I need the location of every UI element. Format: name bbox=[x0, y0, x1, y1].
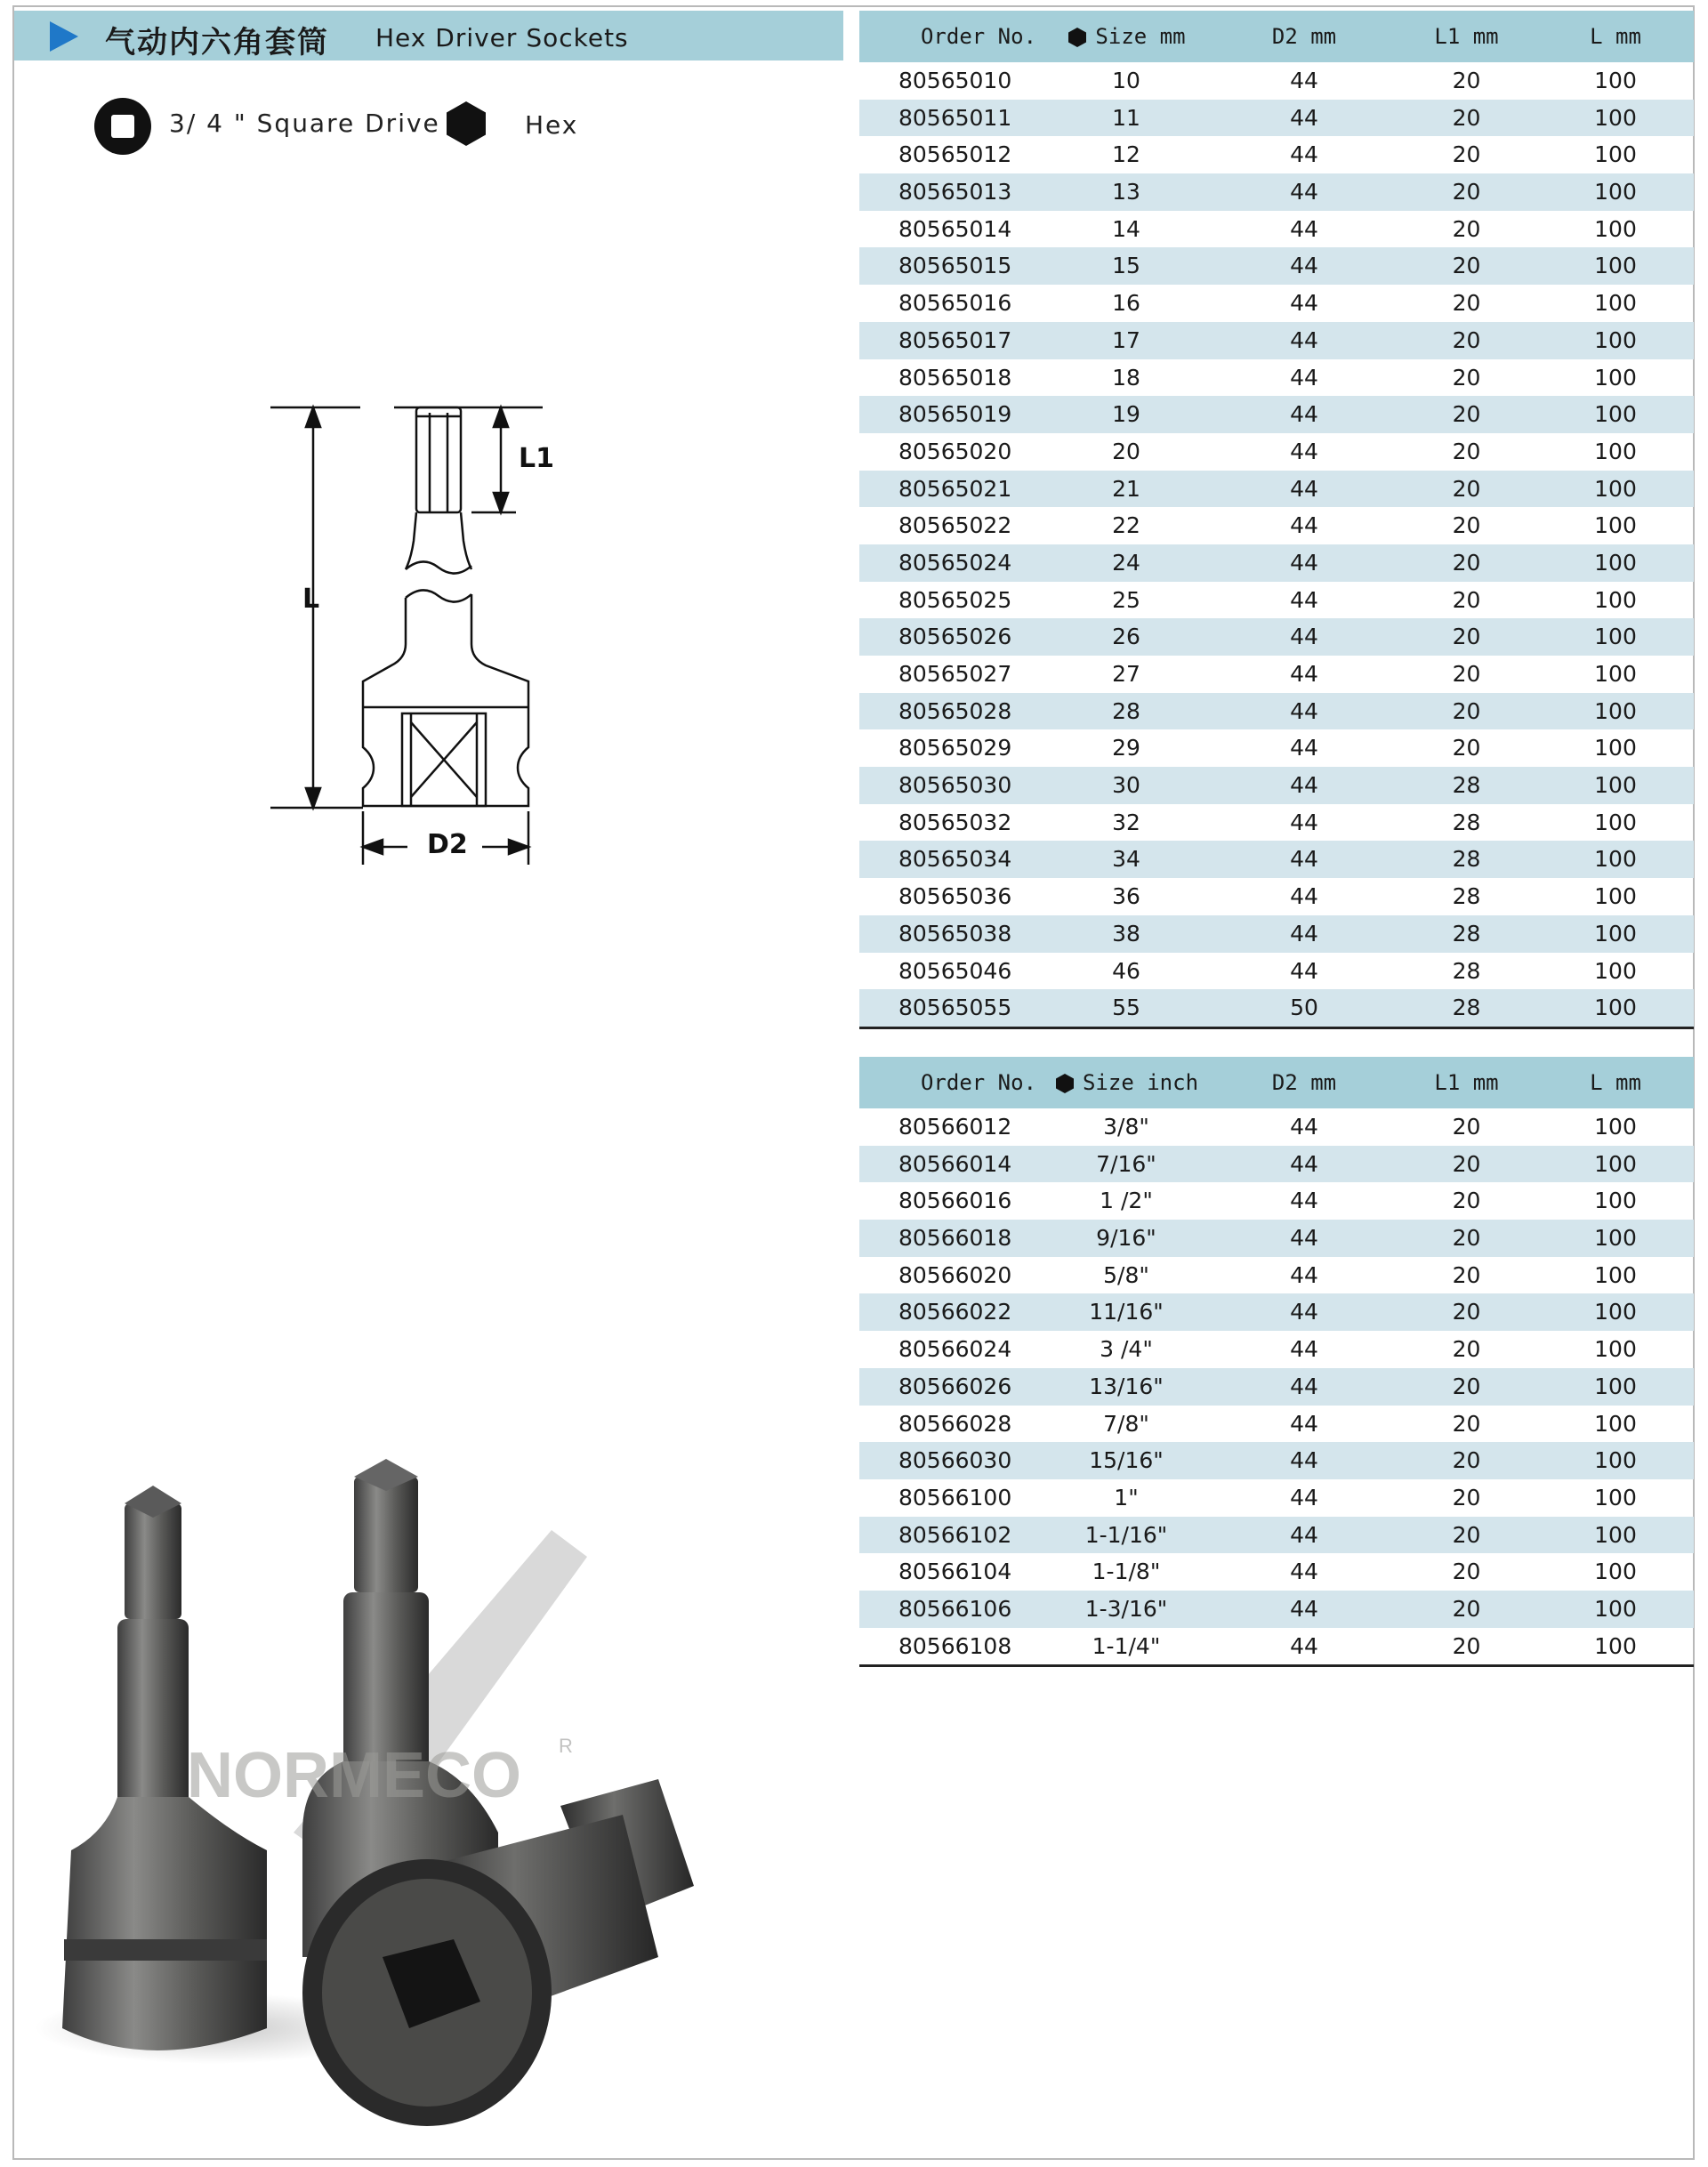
cell-l1: 20 bbox=[1452, 1114, 1481, 1140]
cell-size: 13/16" bbox=[1089, 1373, 1164, 1399]
cell-l1: 20 bbox=[1452, 697, 1481, 724]
metric-table-body bbox=[859, 62, 1694, 1027]
cell-l1: 20 bbox=[1452, 1521, 1481, 1548]
cell-l: 100 bbox=[1594, 141, 1637, 168]
hex-icon bbox=[445, 101, 487, 147]
table-bottom-rule bbox=[859, 1027, 1694, 1029]
table-row bbox=[859, 1591, 1694, 1628]
table-row bbox=[859, 173, 1694, 211]
cell-l: 100 bbox=[1594, 624, 1637, 650]
cell-order: 80565014 bbox=[898, 215, 1012, 242]
cell-l: 100 bbox=[1594, 1410, 1637, 1437]
cell-l: 100 bbox=[1594, 1632, 1637, 1659]
cell-order: 80565024 bbox=[898, 549, 1012, 576]
cell-d2: 44 bbox=[1290, 1632, 1318, 1659]
cell-d2: 44 bbox=[1290, 1114, 1318, 1140]
cell-l1: 20 bbox=[1452, 1261, 1481, 1288]
cell-order: 80566022 bbox=[898, 1299, 1012, 1325]
cell-d2: 44 bbox=[1290, 1447, 1318, 1474]
cell-order: 80566018 bbox=[898, 1225, 1012, 1252]
cell-size: 1-1/4" bbox=[1092, 1632, 1161, 1659]
cell-l: 100 bbox=[1594, 1114, 1637, 1140]
cell-order: 80565046 bbox=[898, 957, 1012, 984]
cell-order: 80565022 bbox=[898, 512, 1012, 539]
section-header bbox=[14, 11, 843, 60]
cell-d2: 50 bbox=[1290, 995, 1318, 1021]
cell-l1: 20 bbox=[1452, 661, 1481, 687]
header-d2: D2 mm bbox=[1271, 1070, 1337, 1095]
table-row bbox=[859, 433, 1694, 471]
cell-l: 100 bbox=[1594, 772, 1637, 799]
table-row bbox=[859, 1146, 1694, 1183]
table-row bbox=[859, 1406, 1694, 1443]
cell-size: 11/16" bbox=[1089, 1299, 1164, 1325]
cell-size: 28 bbox=[1112, 697, 1140, 724]
cell-d2: 44 bbox=[1290, 735, 1318, 761]
cell-order: 80565032 bbox=[898, 809, 1012, 835]
cell-order: 80565013 bbox=[898, 179, 1012, 205]
table-row bbox=[859, 396, 1694, 433]
cell-d2: 44 bbox=[1290, 624, 1318, 650]
table-row bbox=[859, 804, 1694, 842]
header-size bbox=[1037, 1057, 1215, 1108]
cell-l1: 28 bbox=[1452, 995, 1481, 1021]
cell-order: 80565012 bbox=[898, 141, 1012, 168]
table-row bbox=[859, 1182, 1694, 1220]
cell-d2: 44 bbox=[1290, 883, 1318, 910]
cell-order: 80566100 bbox=[898, 1484, 1012, 1510]
cell-l1: 20 bbox=[1452, 475, 1481, 502]
table-row bbox=[859, 953, 1694, 990]
cell-l: 100 bbox=[1594, 1521, 1637, 1548]
table-row bbox=[859, 136, 1694, 173]
cell-size: 38 bbox=[1112, 920, 1140, 947]
cell-size: 34 bbox=[1112, 846, 1140, 873]
table-row bbox=[859, 359, 1694, 397]
table-row bbox=[859, 878, 1694, 915]
cell-d2: 44 bbox=[1290, 326, 1318, 353]
cell-size: 46 bbox=[1112, 957, 1140, 984]
cell-size: 17 bbox=[1112, 326, 1140, 353]
cell-size: 1-1/16" bbox=[1084, 1521, 1168, 1548]
cell-size: 1-1/8" bbox=[1092, 1559, 1161, 1585]
cell-order: 80566104 bbox=[898, 1559, 1012, 1585]
cell-l1: 20 bbox=[1452, 326, 1481, 353]
cell-size: 15 bbox=[1112, 253, 1140, 279]
cell-order: 80566108 bbox=[898, 1632, 1012, 1659]
header-order-no: Order No. bbox=[920, 1070, 1037, 1095]
cell-order: 80565055 bbox=[898, 995, 1012, 1021]
cell-order: 80566020 bbox=[898, 1261, 1012, 1288]
hex-icon bbox=[1067, 27, 1088, 48]
inch-table-body bbox=[859, 1108, 1694, 1664]
cell-size: 29 bbox=[1112, 735, 1140, 761]
cell-size: 1-3/16" bbox=[1084, 1595, 1168, 1622]
cell-d2: 44 bbox=[1290, 957, 1318, 984]
table-row bbox=[859, 582, 1694, 619]
cell-d2: 44 bbox=[1290, 215, 1318, 242]
cell-order: 80566012 bbox=[898, 1114, 1012, 1140]
cell-d2: 44 bbox=[1290, 1225, 1318, 1252]
cell-l1: 20 bbox=[1452, 1150, 1481, 1177]
table-row bbox=[859, 507, 1694, 544]
cell-size: 3 /4" bbox=[1100, 1336, 1153, 1363]
metric-sizes-table bbox=[859, 11, 1694, 1029]
cell-order: 80565038 bbox=[898, 920, 1012, 947]
cell-size: 15/16" bbox=[1089, 1447, 1164, 1474]
table-row bbox=[859, 1517, 1694, 1554]
cell-d2: 44 bbox=[1290, 1261, 1318, 1288]
cell-l1: 20 bbox=[1452, 253, 1481, 279]
table-row bbox=[859, 285, 1694, 322]
cell-d2: 44 bbox=[1290, 1299, 1318, 1325]
cell-d2: 44 bbox=[1290, 846, 1318, 873]
square-drive-icon bbox=[94, 98, 151, 155]
cell-l1: 20 bbox=[1452, 1188, 1481, 1214]
cell-l1: 20 bbox=[1452, 1373, 1481, 1399]
cell-size: 55 bbox=[1112, 995, 1140, 1021]
metric-table-header bbox=[859, 11, 1694, 62]
cell-l: 100 bbox=[1594, 661, 1637, 687]
cell-d2: 44 bbox=[1290, 920, 1318, 947]
cell-size: 16 bbox=[1112, 290, 1140, 317]
sockets-photo-illustration bbox=[36, 1459, 783, 2135]
cell-l: 100 bbox=[1594, 995, 1637, 1021]
cell-l: 100 bbox=[1594, 401, 1637, 428]
cell-d2: 44 bbox=[1290, 1150, 1318, 1177]
cell-d2: 44 bbox=[1290, 661, 1318, 687]
cell-d2: 44 bbox=[1290, 809, 1318, 835]
cell-l1: 20 bbox=[1452, 1225, 1481, 1252]
table-row bbox=[859, 989, 1694, 1027]
cell-order: 80565026 bbox=[898, 624, 1012, 650]
cell-l1: 20 bbox=[1452, 512, 1481, 539]
cell-d2: 44 bbox=[1290, 1410, 1318, 1437]
cell-order: 80566014 bbox=[898, 1150, 1012, 1177]
cell-order: 80565017 bbox=[898, 326, 1012, 353]
table-row bbox=[859, 1442, 1694, 1479]
cell-l: 100 bbox=[1594, 1447, 1637, 1474]
cell-size: 19 bbox=[1112, 401, 1140, 428]
table-row bbox=[859, 915, 1694, 953]
cell-d2: 44 bbox=[1290, 401, 1318, 428]
table-row bbox=[859, 322, 1694, 359]
cell-size: 21 bbox=[1112, 475, 1140, 502]
cell-l: 100 bbox=[1594, 846, 1637, 873]
cell-order: 80565034 bbox=[898, 846, 1012, 873]
cell-order: 80566016 bbox=[898, 1188, 1012, 1214]
cell-d2: 44 bbox=[1290, 438, 1318, 464]
header-size bbox=[1037, 11, 1215, 62]
header-l1: L1 mm bbox=[1434, 24, 1499, 49]
cell-size: 25 bbox=[1112, 586, 1140, 613]
table-row bbox=[859, 1479, 1694, 1517]
cell-size: 20 bbox=[1112, 438, 1140, 464]
cell-order: 80565027 bbox=[898, 661, 1012, 687]
watermark-text: NORMECO bbox=[187, 1740, 521, 1811]
table-row bbox=[859, 100, 1694, 137]
cell-size: 7/16" bbox=[1096, 1150, 1156, 1177]
cell-l1: 20 bbox=[1452, 104, 1481, 131]
cell-l: 100 bbox=[1594, 290, 1637, 317]
cell-d2: 44 bbox=[1290, 290, 1318, 317]
cell-l1: 28 bbox=[1452, 846, 1481, 873]
cell-l: 100 bbox=[1594, 1336, 1637, 1363]
cell-l1: 20 bbox=[1452, 215, 1481, 242]
cell-l: 100 bbox=[1594, 809, 1637, 835]
cell-l: 100 bbox=[1594, 1299, 1637, 1325]
cell-l: 100 bbox=[1594, 253, 1637, 279]
play-arrow-icon bbox=[50, 21, 78, 52]
cell-size: 14 bbox=[1112, 215, 1140, 242]
table-row bbox=[859, 1368, 1694, 1406]
cell-l: 100 bbox=[1594, 438, 1637, 464]
cell-l1: 20 bbox=[1452, 438, 1481, 464]
cell-size: 13 bbox=[1112, 179, 1140, 205]
header-size-label: Size mm bbox=[1095, 24, 1186, 49]
table-row bbox=[859, 1108, 1694, 1146]
cell-order: 80565010 bbox=[898, 68, 1012, 93]
cell-d2: 44 bbox=[1290, 697, 1318, 724]
cell-order: 80566028 bbox=[898, 1410, 1012, 1437]
cell-d2: 44 bbox=[1290, 475, 1318, 502]
cell-l1: 20 bbox=[1452, 1299, 1481, 1325]
cell-size: 10 bbox=[1112, 68, 1140, 93]
cell-d2: 44 bbox=[1290, 104, 1318, 131]
cell-order: 80565025 bbox=[898, 586, 1012, 613]
cell-size: 12 bbox=[1112, 141, 1140, 168]
table-row bbox=[859, 841, 1694, 878]
cell-order: 80565019 bbox=[898, 401, 1012, 428]
cell-l: 100 bbox=[1594, 1373, 1637, 1399]
cell-l: 100 bbox=[1594, 1559, 1637, 1585]
cell-l1: 20 bbox=[1452, 179, 1481, 205]
table-row bbox=[859, 62, 1694, 100]
cell-l1: 20 bbox=[1452, 290, 1481, 317]
cell-d2: 44 bbox=[1290, 141, 1318, 168]
table-row bbox=[859, 693, 1694, 730]
cell-size: 1 /2" bbox=[1100, 1188, 1153, 1214]
cell-l1: 20 bbox=[1452, 1447, 1481, 1474]
inch-table-header bbox=[859, 1057, 1694, 1108]
table-row bbox=[859, 656, 1694, 693]
cell-l1: 20 bbox=[1452, 68, 1481, 93]
cell-l: 100 bbox=[1594, 68, 1637, 93]
cell-d2: 44 bbox=[1290, 549, 1318, 576]
hex-icon bbox=[1054, 1073, 1076, 1094]
cell-d2: 44 bbox=[1290, 586, 1318, 613]
cell-l: 100 bbox=[1594, 1150, 1637, 1177]
hex-label: Hex bbox=[525, 110, 579, 140]
cell-order: 80565028 bbox=[898, 697, 1012, 724]
cell-l: 100 bbox=[1594, 883, 1637, 910]
cell-order: 80565036 bbox=[898, 883, 1012, 910]
cell-l1: 20 bbox=[1452, 1336, 1481, 1363]
cell-l1: 28 bbox=[1452, 920, 1481, 947]
cell-order: 80565011 bbox=[898, 104, 1012, 131]
cell-l1: 28 bbox=[1452, 883, 1481, 910]
cell-l1: 20 bbox=[1452, 1559, 1481, 1585]
technical-drawing bbox=[249, 391, 605, 893]
header-l: L mm bbox=[1590, 24, 1641, 49]
cell-l1: 20 bbox=[1452, 401, 1481, 428]
cell-size: 26 bbox=[1112, 624, 1140, 650]
header-order-no: Order No. bbox=[920, 24, 1037, 49]
cell-size: 36 bbox=[1112, 883, 1140, 910]
cell-l: 100 bbox=[1594, 475, 1637, 502]
cell-size: 27 bbox=[1112, 661, 1140, 687]
cell-d2: 44 bbox=[1290, 1188, 1318, 1214]
cell-order: 80565016 bbox=[898, 290, 1012, 317]
cell-d2: 44 bbox=[1290, 772, 1318, 799]
table-row bbox=[859, 1331, 1694, 1368]
cell-l1: 20 bbox=[1452, 1595, 1481, 1622]
cell-d2: 44 bbox=[1290, 512, 1318, 539]
cell-l1: 28 bbox=[1452, 957, 1481, 984]
cell-size: 9/16" bbox=[1096, 1225, 1156, 1252]
cell-size: 22 bbox=[1112, 512, 1140, 539]
cell-size: 24 bbox=[1112, 549, 1140, 576]
cell-l1: 20 bbox=[1452, 1632, 1481, 1659]
cell-size: 18 bbox=[1112, 364, 1140, 391]
cell-l1: 20 bbox=[1452, 1410, 1481, 1437]
cell-l: 100 bbox=[1594, 1261, 1637, 1288]
header-l: L mm bbox=[1590, 1070, 1641, 1095]
cell-order: 80566106 bbox=[898, 1595, 1012, 1622]
table-row bbox=[859, 1628, 1694, 1665]
title-chinese: 气动内六角套筒 bbox=[105, 25, 329, 60]
table-row bbox=[859, 471, 1694, 508]
cell-d2: 44 bbox=[1290, 1521, 1318, 1548]
cell-d2: 44 bbox=[1290, 1373, 1318, 1399]
cell-l1: 20 bbox=[1452, 624, 1481, 650]
cell-d2: 44 bbox=[1290, 1484, 1318, 1510]
cell-l: 100 bbox=[1594, 735, 1637, 761]
cell-order: 80565020 bbox=[898, 438, 1012, 464]
cell-l: 100 bbox=[1594, 1484, 1637, 1510]
cell-size: 32 bbox=[1112, 809, 1140, 835]
cell-d2: 44 bbox=[1290, 1595, 1318, 1622]
cell-order: 80565018 bbox=[898, 364, 1012, 391]
cell-size: 7/8" bbox=[1103, 1410, 1149, 1437]
cell-size: 1" bbox=[1114, 1484, 1139, 1510]
cell-l: 100 bbox=[1594, 697, 1637, 724]
cell-order: 80565029 bbox=[898, 735, 1012, 761]
cell-l: 100 bbox=[1594, 1225, 1637, 1252]
table-row bbox=[859, 247, 1694, 285]
cell-size: 11 bbox=[1112, 104, 1140, 131]
table-row bbox=[859, 544, 1694, 582]
cell-l: 100 bbox=[1594, 215, 1637, 242]
cell-l: 100 bbox=[1594, 920, 1637, 947]
cell-l: 100 bbox=[1594, 1188, 1637, 1214]
cell-l: 100 bbox=[1594, 586, 1637, 613]
cell-d2: 44 bbox=[1290, 179, 1318, 205]
table-row bbox=[859, 1553, 1694, 1591]
cell-order: 80566102 bbox=[898, 1521, 1012, 1548]
table-row bbox=[859, 729, 1694, 767]
table-row bbox=[859, 1257, 1694, 1294]
dimension-label-d2: D2 bbox=[427, 829, 468, 860]
inch-sizes-table bbox=[859, 1057, 1694, 1667]
cell-l1: 28 bbox=[1452, 772, 1481, 799]
title-english: Hex Driver Sockets bbox=[375, 23, 629, 52]
cell-size: 30 bbox=[1112, 772, 1140, 799]
cell-l: 100 bbox=[1594, 512, 1637, 539]
cell-l: 100 bbox=[1594, 364, 1637, 391]
cell-l: 100 bbox=[1594, 104, 1637, 131]
cell-l1: 20 bbox=[1452, 141, 1481, 168]
square-drive-label: 3/ 4 " Square Drive bbox=[169, 109, 440, 138]
cell-order: 80565021 bbox=[898, 475, 1012, 502]
cell-d2: 44 bbox=[1290, 364, 1318, 391]
table-bottom-rule bbox=[859, 1664, 1694, 1667]
cell-d2: 44 bbox=[1290, 68, 1318, 93]
cell-d2: 44 bbox=[1290, 253, 1318, 279]
table-row bbox=[859, 767, 1694, 804]
table-row bbox=[859, 211, 1694, 248]
cell-order: 80565015 bbox=[898, 253, 1012, 279]
header-size-label: Size inch bbox=[1082, 1070, 1199, 1095]
table-row bbox=[859, 1293, 1694, 1331]
cell-l: 100 bbox=[1594, 179, 1637, 205]
cell-l1: 20 bbox=[1452, 1484, 1481, 1510]
cell-l1: 20 bbox=[1452, 735, 1481, 761]
cell-order: 80566030 bbox=[898, 1447, 1012, 1474]
cell-l: 100 bbox=[1594, 957, 1637, 984]
cell-order: 80566026 bbox=[898, 1373, 1012, 1399]
cell-order: 80565030 bbox=[898, 772, 1012, 799]
cell-size: 3/8" bbox=[1103, 1114, 1149, 1140]
table-row bbox=[859, 618, 1694, 656]
header-l1: L1 mm bbox=[1434, 1070, 1499, 1095]
dimension-label-l: L bbox=[302, 584, 320, 615]
table-row bbox=[859, 1220, 1694, 1257]
cell-l: 100 bbox=[1594, 326, 1637, 353]
registered-mark: R bbox=[559, 1735, 573, 1757]
cell-l: 100 bbox=[1594, 1595, 1637, 1622]
cell-d2: 44 bbox=[1290, 1336, 1318, 1363]
cell-l1: 20 bbox=[1452, 364, 1481, 391]
cell-l1: 20 bbox=[1452, 586, 1481, 613]
cell-l1: 28 bbox=[1452, 809, 1481, 835]
cell-l1: 20 bbox=[1452, 549, 1481, 576]
product-photo bbox=[36, 1459, 783, 2139]
dimension-label-l1: L1 bbox=[519, 443, 554, 474]
cell-size: 5/8" bbox=[1103, 1261, 1149, 1288]
cell-d2: 44 bbox=[1290, 1559, 1318, 1585]
cell-order: 80566024 bbox=[898, 1336, 1012, 1363]
cell-l: 100 bbox=[1594, 549, 1637, 576]
header-d2: D2 mm bbox=[1271, 24, 1337, 49]
